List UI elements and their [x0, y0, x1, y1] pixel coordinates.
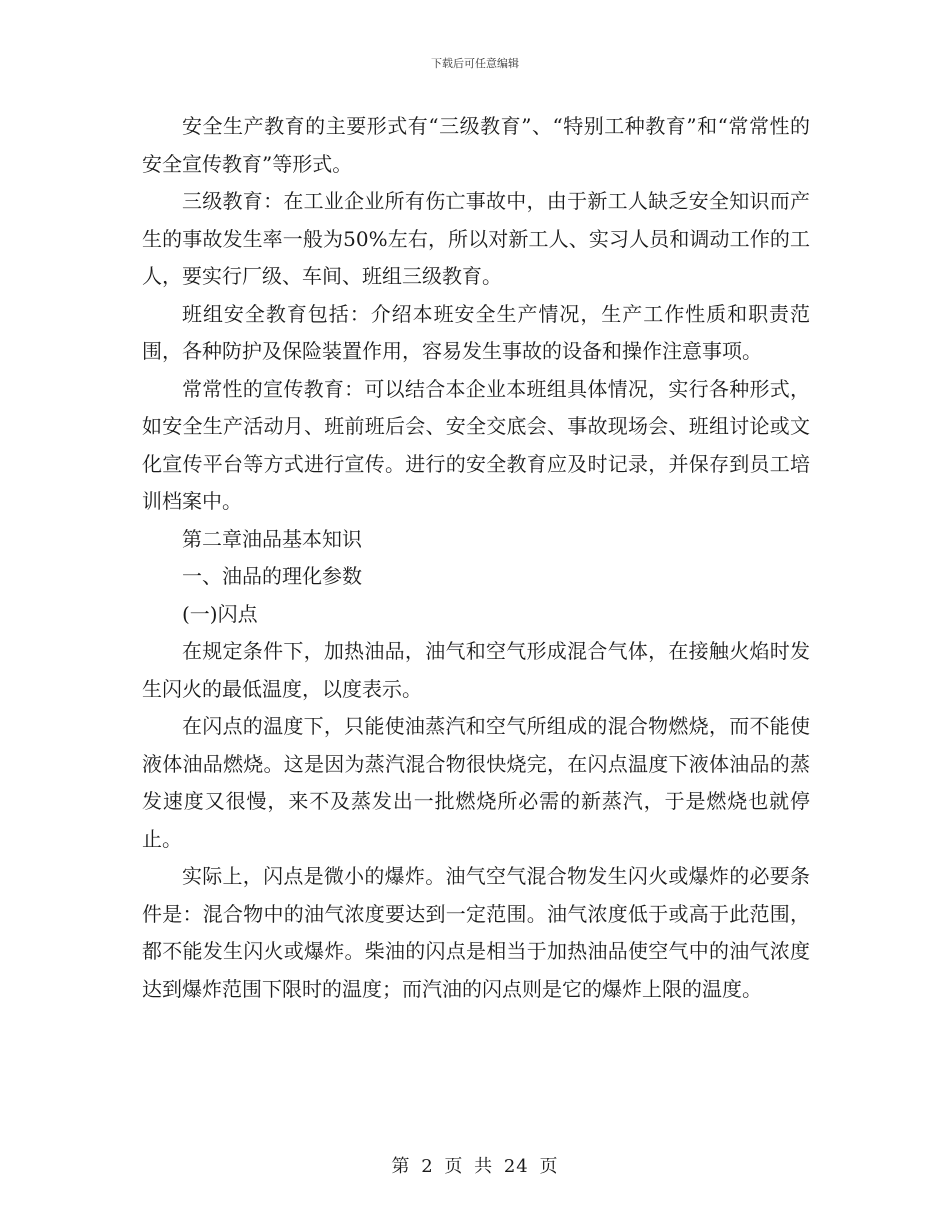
paragraph-flash-point-definition: 在规定条件下，加热油品，油气和空气形成混合气体，在接触火焰时发生闪火的最低温度，以度表示。 — [142, 639, 810, 701]
page-number: 第 2 页 共 24 页 — [391, 1156, 559, 1177]
subsection-heading: (一)闪点 — [182, 601, 258, 626]
paragraph-education-forms: 安全生产教育的主要形式有“三级教育”、“特别工种教育”和“常常性的安全宣传教育”等形式。 — [142, 114, 810, 176]
paragraph-flash-point-explanation: 在闪点的温度下，只能使油蒸汽和空气所组成的混合物燃烧，而不能使液体油品燃烧。这是因为蒸汽混合物很快烧完，在闪点温度下液体油品的蒸发速度又很慢，来不及蒸发出一批燃烧所必需的新蒸汽，于是燃烧也就停止。 — [142, 714, 810, 851]
paragraph-flash-point-explosion: 实际上，闪点是微小的爆炸。油气空气混合物发生闪火或爆炸的必要条件是：混合物中的油气浓度要达到一定范围。油气浓度低于或高于此范围，都不能发生闪火或爆炸。柴油的闪点是相当于加热油品使空气中的油气浓度达到爆炸范围下限时的温度；而汽油的闪点则是它的爆炸上限的温度。 — [142, 864, 810, 1001]
page-header: 下载后可任意编辑 — [431, 57, 519, 70]
chapter-heading: 第二章油品基本知识 — [182, 526, 362, 551]
paragraph-team-safety-education: 班组安全教育包括：介绍本班安全生产情况，生产工作性质和职责范围，各种防护及保险装置作用，容易发生事故的设备和操作注意事项。 — [142, 301, 810, 363]
section-heading: 一、油品的理化参数 — [182, 564, 362, 588]
paragraph-regular-publicity: 常常性的宣传教育：可以结合本企业本班组具体情况，实行各种形式，如安全生产活动月、班前班后会、安全交底会、事故现场会、班组讨论或文化宣传平台等方式进行宣传。进行的安全教育应及时记录，并保存到员工培训档案中。 — [142, 376, 810, 513]
document-body — [142, 108, 810, 1008]
paragraph-three-level-education: 三级教育：在工业企业所有伤亡事故中，由于新工人缺乏安全知识而产生的事故发生率一般为50%左右，所以对新工人、实习人员和调动工作的工人，要实行厂级、车间、班组三级教育。 — [142, 189, 810, 288]
